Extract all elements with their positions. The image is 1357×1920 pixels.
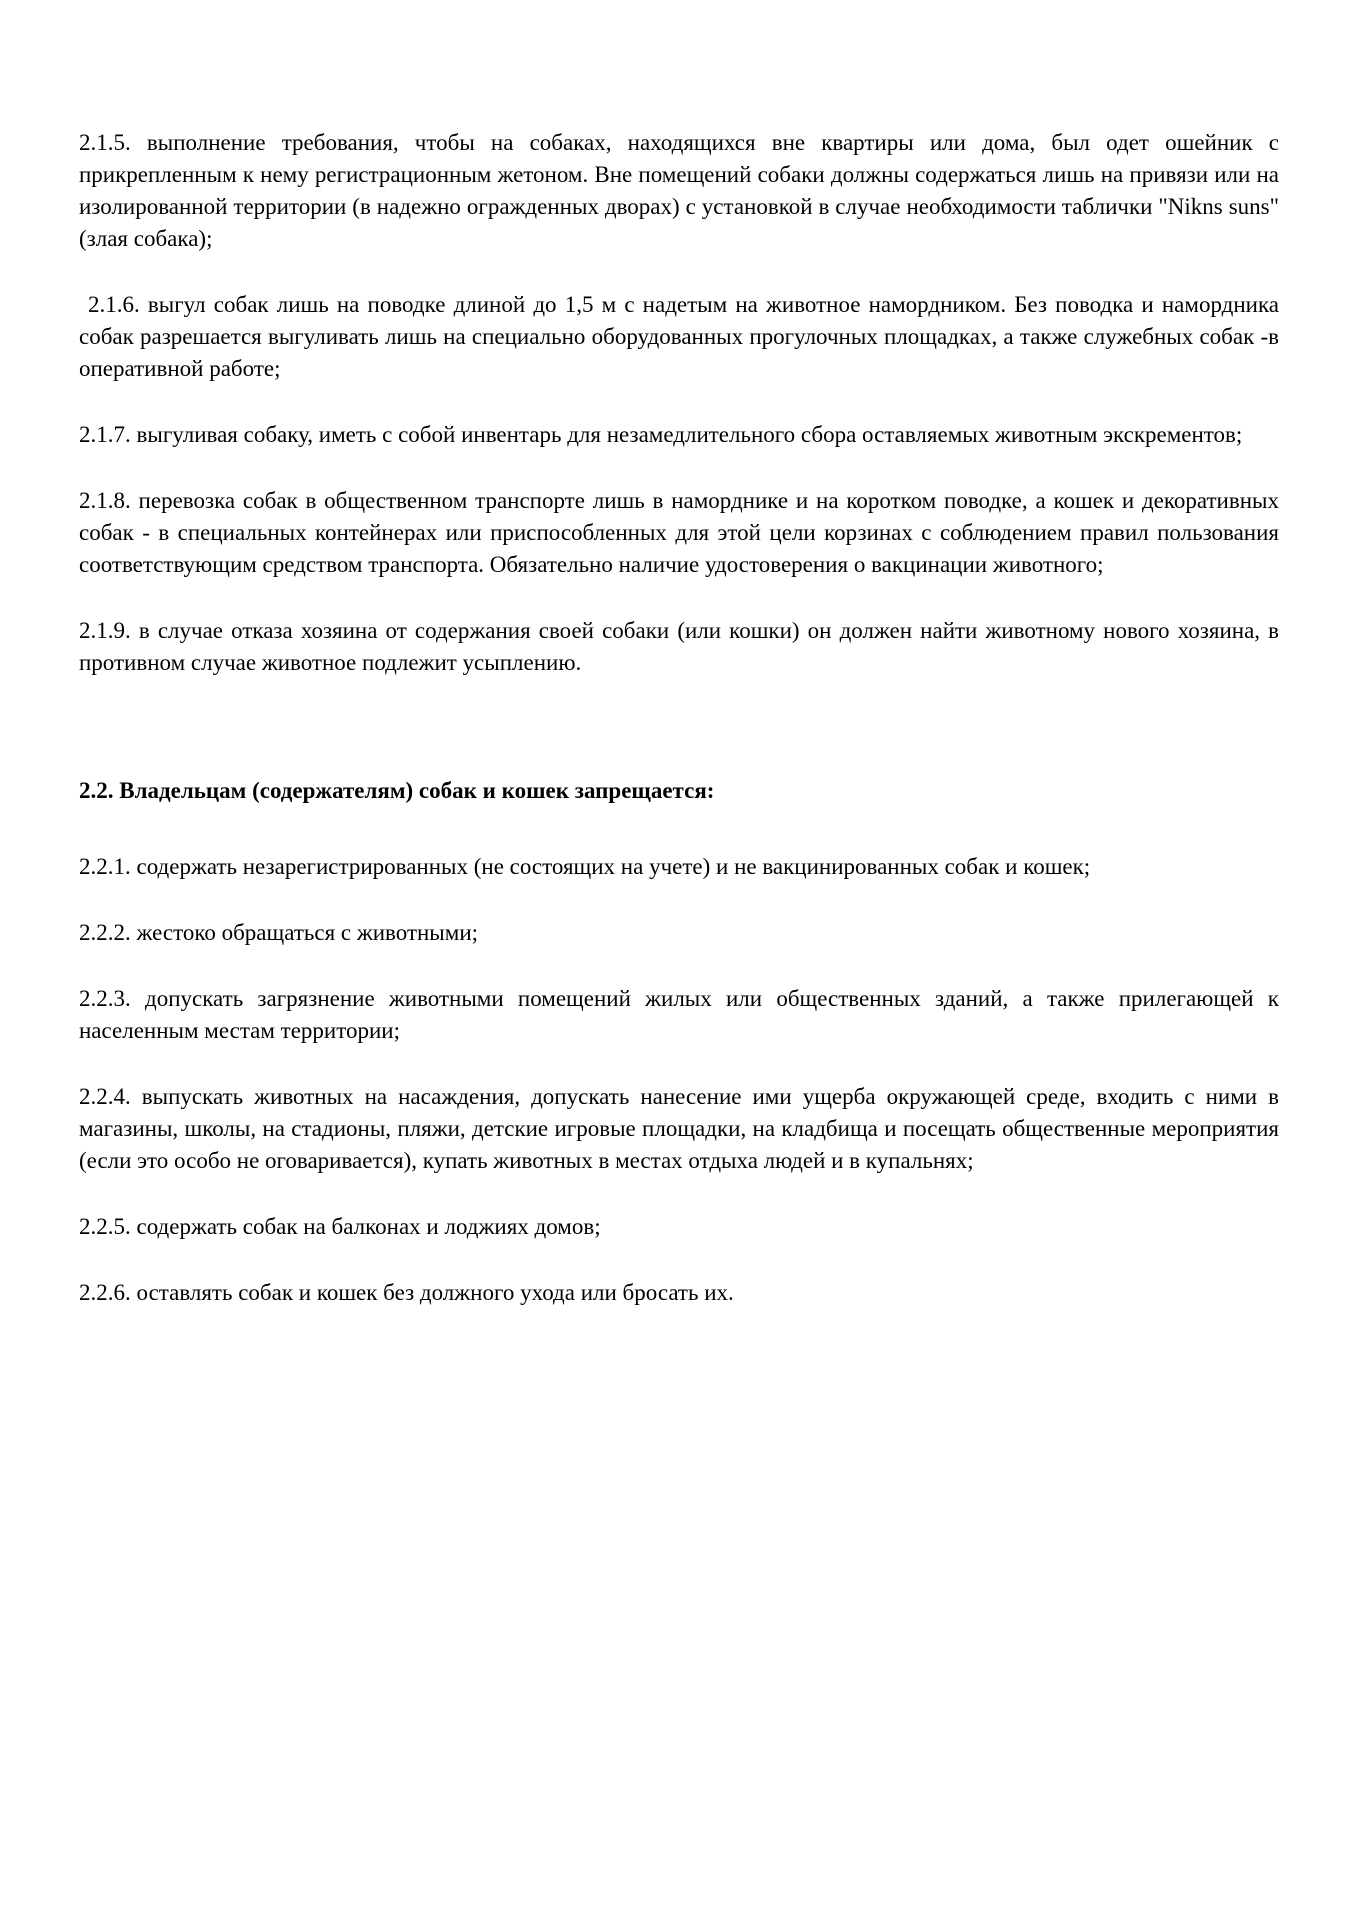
paragraph-2-2-5: 2.2.5. содержать собак на балконах и лоджиях домов;: [79, 1214, 601, 1239]
paragraph-2-2-2: 2.2.2. жестоко обращаться с животными;: [79, 920, 479, 945]
paragraph-2-2-3: 2.2.3. допускать загрязнение животными помещений жилых или общественных зданий, а также прилегающей к населенным местам территории;: [79, 986, 1279, 1043]
paragraph-2-2-1: 2.2.1. содержать незарегистрированных (не состоящих на учете) и не вакцинированных собак и кошек;: [79, 854, 1091, 879]
paragraph-2-2-6: 2.2.6. оставлять собак и кошек без должного ухода или бросать их.: [79, 1280, 734, 1305]
paragraph-2-1-5: 2.1.5. выполнение требования, чтобы на собаках, находящихся вне квартиры или дома, был одет ошейник с прикрепленным к нему регистрационным жетоном. Вне помещений собаки должны содержаться лишь на привязи или на изолированной территории (в надежно огражденных дворах) с установкой в случае необходимости таблички "Nikns suns" (злая собака);: [79, 130, 1279, 251]
paragraph-2-1-7: 2.1.7. выгуливая собаку, иметь с собой инвентарь для незамедлительного сбора оставляемых животным экскрементов;: [79, 422, 1243, 447]
paragraph-2-1-9: 2.1.9. в случае отказа хозяина от содержания своей собаки (или кошки) он должен найти животному нового хозяина, в противном случае животное подлежит усыплению.: [79, 618, 1279, 675]
paragraph-2-1-6: 2.1.6. выгул собак лишь на поводке длиной до 1,5 м с надетым на животное намордником. Без поводка и намордника собак разрешается выгуливать лишь на специально оборудованных прогулочных площадках, а также служебных собак -в оперативной работе;: [79, 292, 1279, 381]
section-heading-2-2: 2.2. Владельцам (содержателям) собак и кошек запрещается:: [79, 778, 715, 803]
paragraph-2-1-8: 2.1.8. перевозка собак в общественном транспорте лишь в наморднике и на коротком поводке, а кошек и декоративных собак - в специальных контейнерах или приспособленных для этой цели корзинах с соблюдением правил пользования соответствующим средством транспорта. Обязательно наличие удостоверения о вакцинации животного;: [79, 488, 1279, 577]
paragraph-2-2-4: 2.2.4. выпускать животных на насаждения, допускать нанесение ими ущерба окружающей среде, входить с ними в магазины, школы, на стадионы, пляжи, детские игровые площадки, на кладбища и посещать общественные мероприятия (если это особо не оговаривается), купать животных в местах отдыха людей и в купальнях;: [79, 1084, 1279, 1173]
